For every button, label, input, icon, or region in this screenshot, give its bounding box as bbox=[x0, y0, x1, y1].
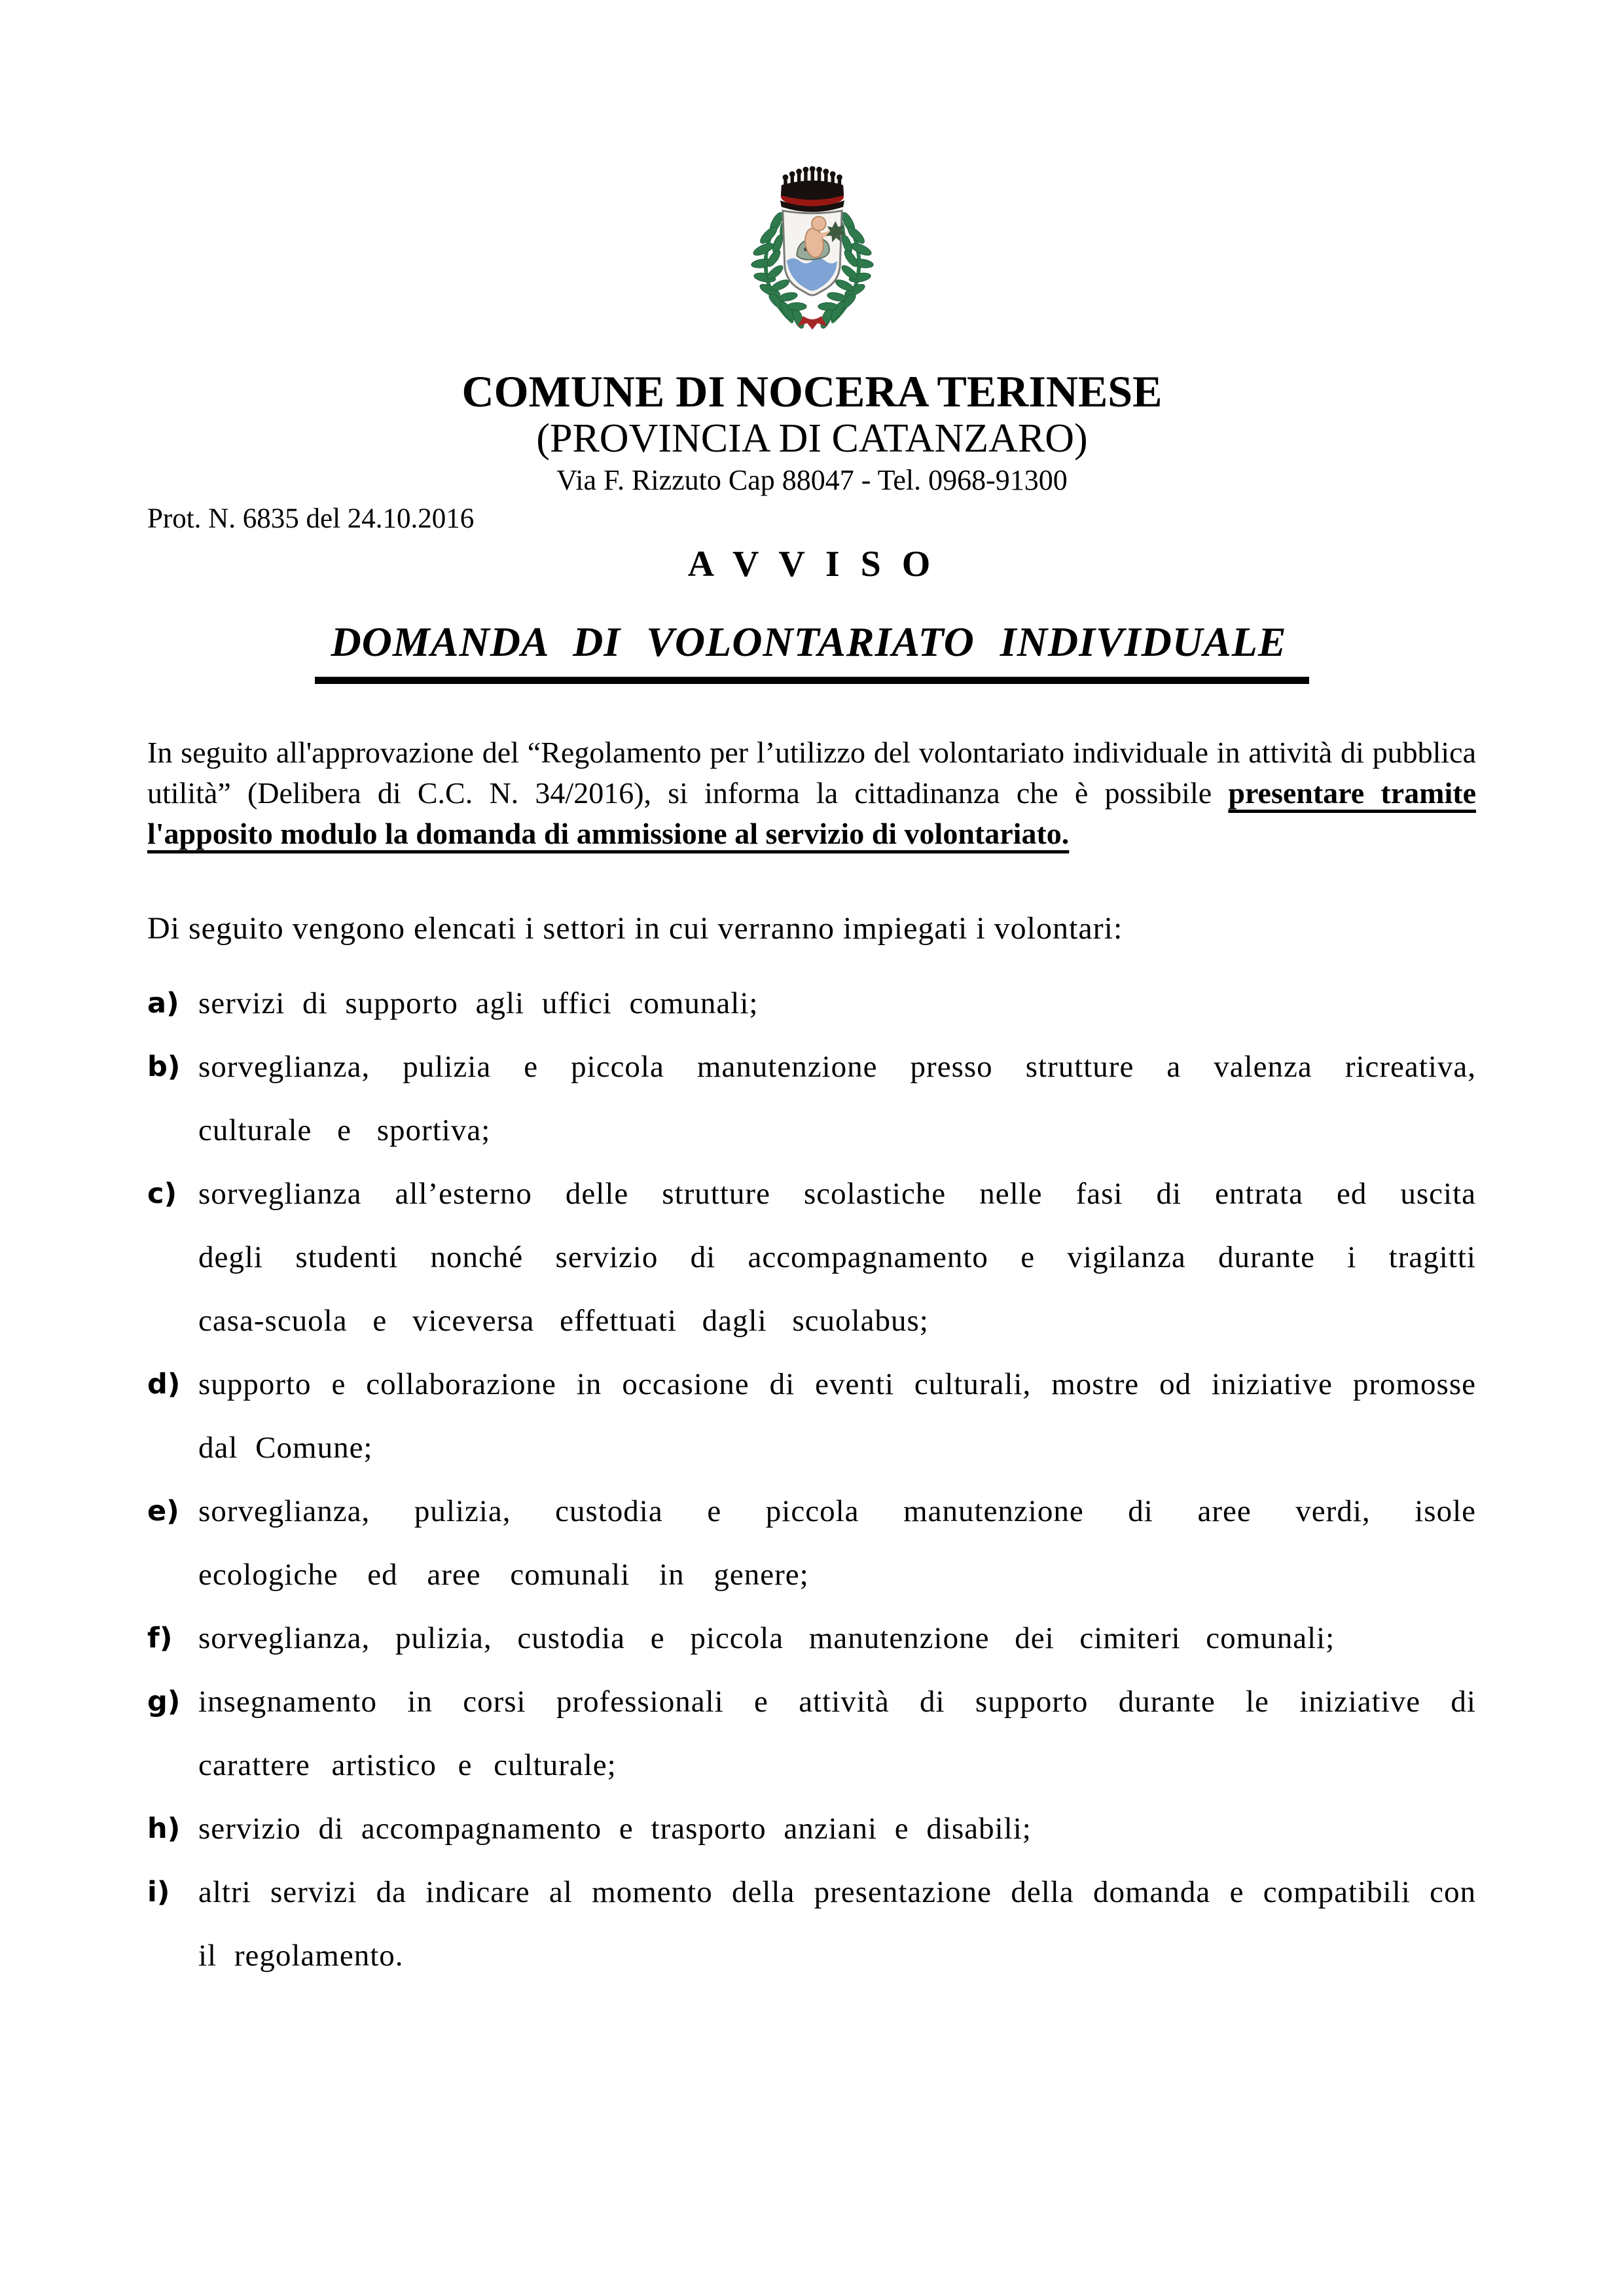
list-item-label: d) bbox=[147, 1368, 181, 1401]
intro-paragraph bbox=[147, 732, 1476, 854]
list-item-text: sorveglianza, pulizia, custodia e piccola manutenzione dei cimiteri comunali; bbox=[198, 1621, 1335, 1656]
crown bbox=[780, 166, 844, 212]
list-intro-line: Di seguito vengono elencati i settori in cui verranno impiegati i volontari: bbox=[147, 911, 1123, 946]
list-item-label: e) bbox=[147, 1495, 179, 1528]
list-item-f bbox=[147, 1607, 1476, 1670]
list-item-text: sorveglianza, pulizia, custodia e piccola manutenzione di aree verdi, isole ecologiche ed aree comunali in genere; bbox=[198, 1494, 1476, 1592]
title-wrap bbox=[0, 618, 1624, 684]
intro-text-emphasized: presentare tramite l'apposito modulo la domanda di ammissione al servizio di volontariato. bbox=[147, 776, 1476, 851]
protocol-number-line: Prot. N. 6835 del 24.10.2016 bbox=[147, 503, 475, 534]
list-item-text: servizi di supporto agli uffici comunali; bbox=[198, 986, 759, 1021]
list-item-label: b) bbox=[147, 1050, 181, 1084]
intro-text-normal: In seguito all'approvazione del “Regolamento per l’utilizzo del volontariato individuale in attività di pubblica utilità” (Delibera di C.C. N. 34/2016), si informa la cittadinanza che è possibile bbox=[147, 736, 1476, 810]
list-item-label: i) bbox=[147, 1876, 170, 1909]
list-item-text: altri servizi da indicare al momento della presentazione della domanda e compatibili con il regolamento. bbox=[198, 1875, 1476, 1973]
coat-of-arms-icon bbox=[742, 156, 883, 334]
municipality-name: COMUNE DI NOCERA TERINESE bbox=[461, 367, 1163, 416]
list-item-label: f) bbox=[147, 1622, 173, 1655]
list-item-text: supporto e collaborazione in occasione di eventi culturali, mostre od iniziative promosse dal Comune; bbox=[198, 1367, 1476, 1465]
list-item-text: sorveglianza, pulizia e piccola manutenzione presso strutture a valenza ricreativa, culturale e sportiva; bbox=[198, 1050, 1476, 1148]
list-item-b bbox=[147, 1035, 1476, 1162]
list-item-text: sorveglianza all’esterno delle strutture scolastiche nelle fasi di entrata ed uscita degli studenti nonché servizio di accompagnamento e vigilanza durante i tragitti casa-scuola e viceversa effettuati dagli scuolabus; bbox=[198, 1177, 1476, 1338]
notice-label: A V V I S O bbox=[687, 544, 937, 585]
list-item-label: c) bbox=[147, 1177, 177, 1211]
list-item-text: servizio di accompagnamento e trasporto anziani e disabili; bbox=[198, 1812, 1032, 1846]
list-item-h bbox=[147, 1797, 1476, 1861]
document-title: DOMANDA DI VOLONTARIATO INDIVIDUALE bbox=[315, 618, 1308, 684]
list-item-label: a) bbox=[147, 987, 179, 1020]
list-item-a bbox=[147, 972, 1476, 1035]
list-item-c bbox=[147, 1162, 1476, 1353]
list-item-label: h) bbox=[147, 1812, 181, 1846]
province-line: (PROVINCIA DI CATANZARO) bbox=[536, 416, 1088, 461]
sectors-list bbox=[147, 972, 1476, 1988]
address-line: Via F. Rizzuto Cap 88047 - Tel. 0968-91300 bbox=[556, 464, 1068, 497]
list-item-text: insegnamento in corsi professionali e attività di supporto durante le iniziative di carattere artistico e culturale; bbox=[198, 1685, 1476, 1783]
list-item-label: g) bbox=[147, 1685, 181, 1719]
list-item-i bbox=[147, 1861, 1476, 1988]
list-item-e bbox=[147, 1480, 1476, 1607]
list-item-d bbox=[147, 1353, 1476, 1480]
list-item-g bbox=[147, 1670, 1476, 1797]
